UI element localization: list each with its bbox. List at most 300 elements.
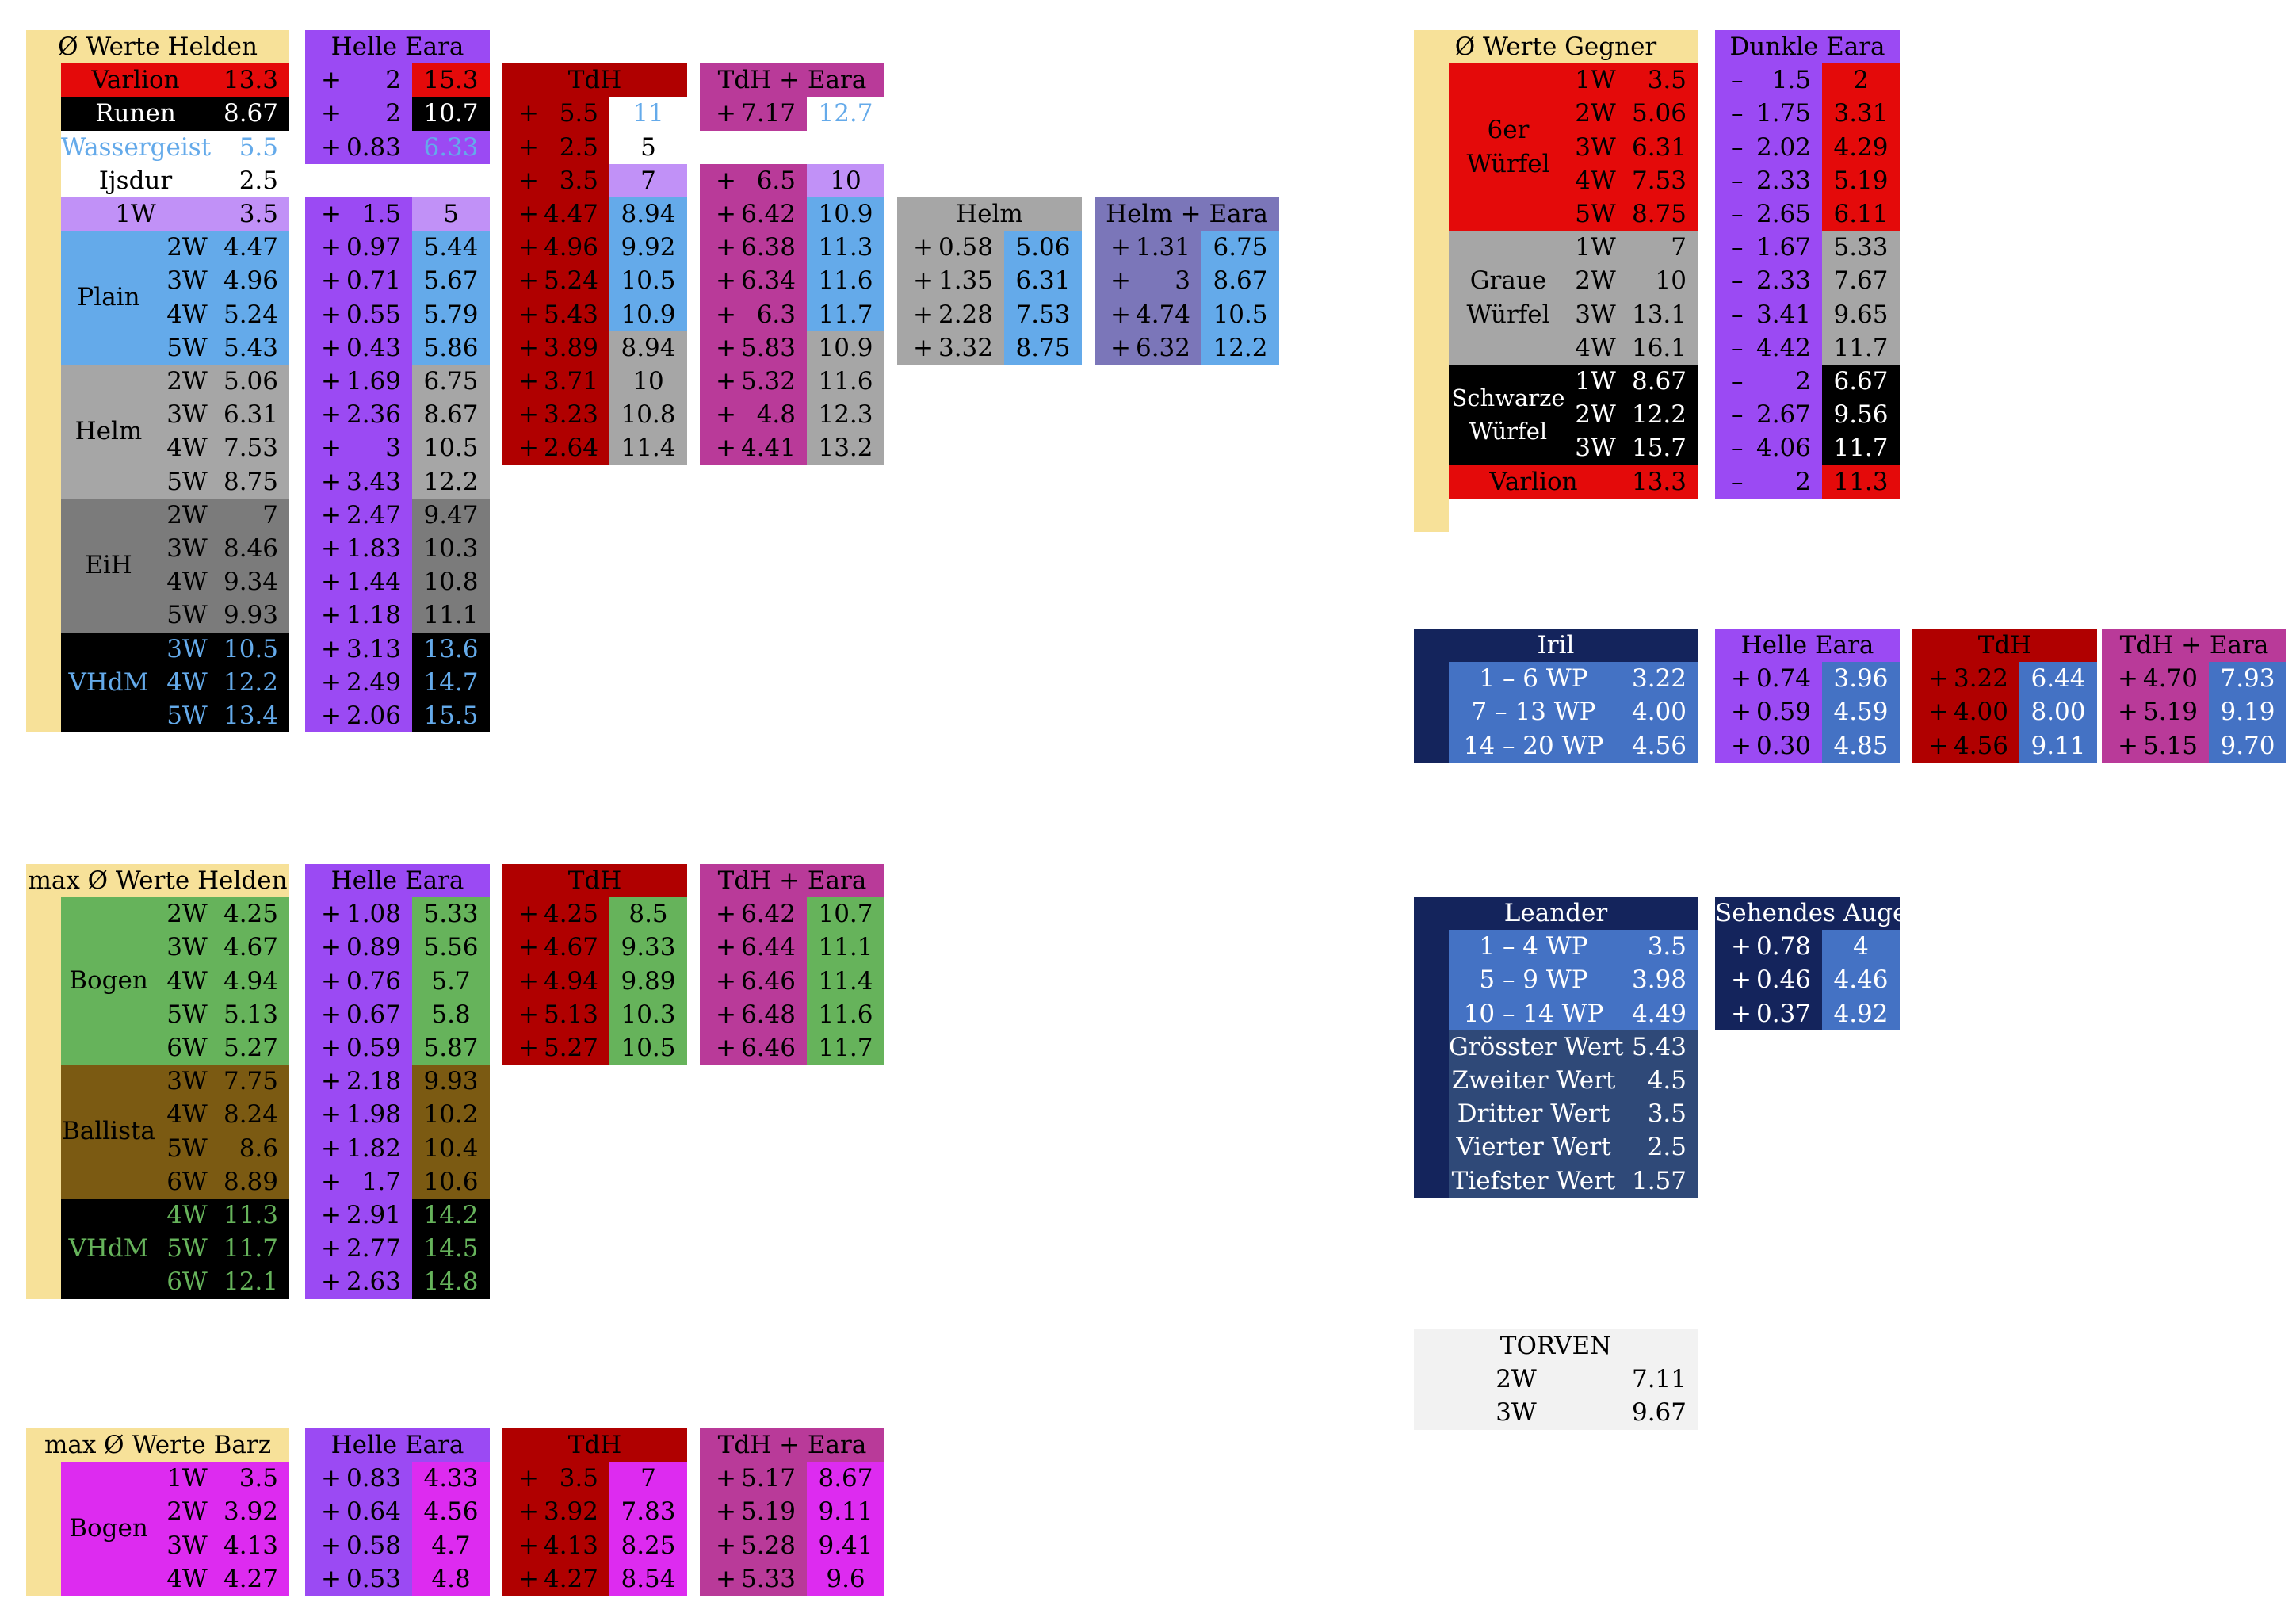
enemies-die: 2W	[1575, 99, 1616, 128]
heroes-helm-eara-sign: +	[1110, 300, 1131, 329]
heroes-die-value: 9.34	[223, 568, 278, 597]
heroes-tdh-delta: 3.71	[543, 367, 598, 396]
sehendes-auge-sign: +	[1731, 932, 1752, 962]
heroes-group-label: Helm	[74, 417, 143, 445]
heroes-helle-eara-delta: 2.49	[346, 667, 401, 697]
heroes-die: 4W	[166, 568, 208, 597]
heroes-tdh-eara-sign: +	[716, 400, 736, 430]
heroes-tdh-eara-delta: 4.41	[740, 434, 796, 463]
heroes-tdh-sign: +	[518, 99, 539, 128]
heroes-helm-delta: 3.32	[938, 333, 993, 362]
enemies-dunkle-eara-sign: –	[1731, 233, 1744, 262]
heroes-tdh-sign: +	[518, 200, 539, 228]
heroes-helle-eara-delta: 2	[385, 66, 401, 95]
enemies-dunkle-eara-delta: 3.41	[1755, 300, 1811, 329]
heroes-helle-eara-result: 5	[412, 197, 490, 231]
max-heroes-tdh-eara-sign: +	[716, 1034, 736, 1062]
max-heroes-tdh-eara-delta: 6.46	[740, 966, 796, 996]
barz-helle-eara-delta: 0.64	[346, 1497, 401, 1527]
max-heroes-helle-eara-sign: +	[321, 966, 342, 996]
barz-die: 4W	[166, 1564, 208, 1593]
max-heroes-tdh-sign: +	[518, 966, 539, 996]
max-heroes-die-value: 11.7	[223, 1234, 278, 1264]
max-heroes-die: 2W	[166, 900, 208, 929]
heroes-tdh-eara-sign: +	[716, 99, 736, 128]
heroes-helle-eara-sign: +	[321, 333, 342, 362]
heroes-helle-eara-result: 8.67	[412, 398, 490, 431]
iril-row-value: 4.56	[1631, 731, 1687, 760]
enemies-dunkle-eara-delta: 4.06	[1755, 434, 1811, 463]
iril-title: Iril	[1537, 631, 1575, 659]
heroes-tdh-sign: +	[518, 266, 539, 296]
max-heroes-side-bar	[26, 864, 61, 1299]
heroes-tdh-eara-sign: +	[716, 434, 736, 463]
heroes-helle-eara-delta: 2.47	[346, 500, 401, 530]
heroes-die-value: 7.53	[223, 434, 278, 463]
heroes-helm-delta: 2.28	[938, 300, 993, 329]
heroes-tdh-delta: 3.89	[543, 333, 598, 362]
enemies-die: 4W	[1575, 333, 1616, 362]
max-heroes-tdh-result: 9.33	[609, 931, 687, 964]
max-heroes-title: max Ø Werte Helden	[26, 864, 289, 897]
heroes-die: 5W	[166, 601, 208, 630]
enemies-dunkle-eara-delta: 2.67	[1755, 400, 1811, 430]
enemies-dunkle-eara-sign: –	[1731, 333, 1744, 362]
iril-row-value: 3.22	[1631, 664, 1687, 694]
max-heroes-helle-eara-result: 5.87	[412, 1031, 490, 1065]
heroes-helle-eara-sign: +	[321, 367, 342, 396]
enemies-dunkle-eara-delta: 1.75	[1755, 99, 1811, 128]
heroes-helm-eara-sign: +	[1110, 333, 1131, 362]
enemies-die: 3W	[1575, 132, 1616, 162]
max-heroes-helle-eara-delta: 0.76	[346, 966, 401, 996]
max-heroes-helle-eara-delta: 2.77	[346, 1234, 401, 1264]
heroes-helle-eara-delta: 0.71	[346, 266, 401, 296]
heroes-die-value: 8.46	[223, 534, 278, 563]
heroes-helm-sign: +	[913, 266, 934, 296]
max-heroes-helle-eara-result: 14.8	[412, 1265, 490, 1298]
heroes-die: 4W	[166, 300, 208, 329]
heroes-tdh-eara-delta: 5.32	[740, 367, 796, 396]
barz-group-label: Bogen	[69, 1514, 148, 1543]
iril-tdh-delta: 3.22	[1953, 664, 2008, 694]
heroes-tdh-eara-result: 13.2	[807, 431, 884, 465]
leander-rank-value: 1.57	[1631, 1166, 1687, 1195]
iril-tdh-sign: +	[1928, 731, 1949, 760]
heroes-row-label: Runen	[95, 99, 176, 128]
heroes-die-value: 5.24	[223, 300, 278, 329]
max-heroes-tdh-delta: 5.13	[543, 1000, 598, 1029]
max-heroes-tdh-result: 9.89	[609, 965, 687, 998]
heroes-tdh-eara-delta: 7.17	[740, 99, 796, 128]
barz-helle-eara-sign: +	[321, 1497, 342, 1527]
heroes-die: 2W	[166, 233, 208, 262]
torven-value: 7.11	[1631, 1365, 1687, 1394]
heroes-helm-sign: +	[913, 333, 934, 362]
iril-tdh-result: 8.00	[2019, 695, 2097, 728]
heroes-tdh-sign: +	[518, 132, 539, 162]
max-heroes-tdh-eara-result: 10.7	[807, 897, 884, 931]
barz-helle-eara-delta: 0.58	[346, 1531, 401, 1560]
iril-row-value: 4.00	[1631, 698, 1687, 727]
heroes-tdh-eara-result: 10.9	[807, 197, 884, 231]
heroes-die: 4W	[166, 434, 208, 463]
heroes-tdh-eara-result: 12.3	[807, 398, 884, 431]
enemies-die: 1W	[1575, 233, 1616, 262]
heroes-tdh-header: TdH	[502, 63, 687, 97]
iril-tdh-eara-sign: +	[2118, 731, 2138, 760]
barz-helle-eara-result: 4.56	[412, 1495, 490, 1528]
heroes-helle-eara-delta: 2.36	[346, 400, 401, 430]
heroes-die-value: 4.96	[223, 266, 278, 296]
leander-rank-value: 4.5	[1647, 1066, 1687, 1095]
max-heroes-helle-eara-delta: 0.59	[346, 1034, 401, 1062]
heroes-die: 3W	[166, 634, 208, 663]
enemies-die-value: 5.06	[1631, 99, 1687, 128]
heroes-tdh-eara-result: 11.3	[807, 231, 884, 264]
enemies-die: 2W	[1575, 266, 1616, 296]
heroes-tdh-eara-delta: 5.83	[740, 333, 796, 362]
enemies-dunkle-eara-header: Dunkle Eara	[1715, 30, 1900, 63]
enemies-die-value: 6.31	[1631, 132, 1687, 162]
enemies-dunkle-eara-sign: –	[1731, 132, 1744, 162]
max-heroes-tdh-eara-header: TdH + Eara	[700, 864, 884, 897]
heroes-tdh-result: 8.94	[609, 331, 687, 365]
iril-tdh-result: 6.44	[2019, 662, 2097, 695]
leander-rank-value: 3.5	[1647, 1099, 1687, 1129]
barz-tdh-delta: 3.92	[543, 1497, 598, 1527]
max-heroes-helle-eara-result: 5.8	[412, 998, 490, 1031]
heroes-tdh-delta: 4.96	[543, 233, 598, 262]
max-heroes-tdh-sign: +	[518, 900, 539, 929]
heroes-tdh-sign: +	[518, 367, 539, 396]
barz-helle-eara-sign: +	[321, 1564, 342, 1593]
heroes-helle-eara-sign: +	[321, 601, 342, 630]
max-heroes-die-value: 8.24	[223, 1100, 278, 1130]
heroes-helle-eara-delta: 1.18	[346, 601, 401, 630]
barz-helle-eara-sign: +	[321, 1464, 342, 1493]
max-heroes-tdh-eara-delta: 6.46	[740, 1034, 796, 1062]
enemies-die-value: 3.5	[1647, 66, 1687, 95]
heroes-tdh-result: 10	[609, 365, 687, 398]
max-heroes-die-value: 5.13	[223, 1000, 278, 1029]
heroes-tdh-eara-delta: 6.38	[740, 233, 796, 262]
enemies-dunkle-eara-result: 4.29	[1822, 131, 1900, 164]
leander-row-value: 3.98	[1631, 965, 1687, 995]
heroes-tdh-delta: 5.5	[559, 99, 598, 128]
heroes-helm-eara-result: 10.5	[1201, 298, 1279, 331]
max-heroes-helle-eara-result: 5.7	[412, 965, 490, 998]
barz-helle-eara-result: 4.33	[412, 1462, 490, 1495]
barz-tdh-delta: 4.27	[543, 1564, 598, 1593]
max-heroes-die-value: 12.1	[223, 1267, 278, 1297]
enemies-die-value: 10	[1655, 266, 1687, 296]
sehendes-auge-result: 4	[1822, 930, 1900, 963]
max-heroes-helle-eara-sign: +	[321, 1000, 342, 1029]
sehendes-auge-sign: +	[1731, 999, 1752, 1028]
max-heroes-die: 6W	[166, 1034, 208, 1062]
barz-tdh-delta: 3.5	[559, 1464, 598, 1493]
max-heroes-die: 5W	[166, 1134, 208, 1163]
heroes-helle-eara-result: 12.2	[412, 465, 490, 499]
max-heroes-helle-eara-sign: +	[321, 1100, 342, 1130]
enemies-die-value: 7	[1671, 233, 1687, 262]
max-heroes-helle-eara-sign: +	[321, 1201, 342, 1229]
max-heroes-die: 4W	[166, 1201, 208, 1229]
heroes-helle-eara-sign: +	[321, 434, 342, 463]
heroes-tdh-eara-result: 10.9	[807, 331, 884, 365]
heroes-tdh-eara-result: 10	[807, 164, 884, 197]
leander-rank-label: Zweiter Wert	[1451, 1066, 1616, 1095]
heroes-tdh-delta: 4.47	[543, 200, 598, 228]
barz-die: 3W	[166, 1531, 208, 1560]
barz-tdh-eara-result: 9.11	[807, 1495, 884, 1528]
heroes-die: 5W	[166, 333, 208, 362]
max-heroes-tdh-delta: 5.27	[543, 1034, 598, 1062]
heroes-tdh-result: 11	[609, 97, 687, 130]
max-heroes-tdh-delta: 4.25	[543, 900, 598, 929]
heroes-helle-eara-result: 5.67	[412, 264, 490, 297]
heroes-tdh-eara-sign: +	[716, 266, 736, 296]
heroes-tdh-eara-delta: 6.34	[740, 266, 796, 296]
iril-helle-eara-header: Helle Eara	[1715, 629, 1900, 662]
max-heroes-tdh-eara-sign: +	[716, 900, 736, 929]
heroes-helle-eara-result: 15.3	[412, 63, 490, 97]
barz-tdh-eara-sign: +	[716, 1464, 736, 1493]
barz-helle-eara-sign: +	[321, 1531, 342, 1560]
heroes-tdh-delta: 2.64	[543, 434, 598, 463]
leander-rank-value: 5.43	[1631, 1032, 1687, 1061]
heroes-helm-eara-result: 6.75	[1201, 231, 1279, 264]
heroes-helm-delta: 1.35	[938, 266, 993, 296]
enemies-dunkle-eara-result: 9.65	[1822, 298, 1900, 331]
heroes-group-label: VHdM	[68, 667, 149, 697]
heroes-helle-eara-result: 10.7	[412, 97, 490, 130]
max-heroes-helle-eara-delta: 1.82	[346, 1134, 401, 1163]
barz-tdh-result: 8.25	[609, 1529, 687, 1562]
enemies-title: Ø Werte Gegner	[1414, 30, 1698, 63]
max-heroes-helle-eara-delta: 2.63	[346, 1267, 401, 1297]
iril-tdh-sign: +	[1928, 664, 1949, 694]
iril-helle-eara-result: 3.96	[1822, 662, 1900, 695]
heroes-die-value: 13.4	[223, 702, 278, 730]
barz-helle-eara-result: 4.7	[412, 1529, 490, 1562]
heroes-helm-delta: 0.58	[938, 233, 993, 262]
heroes-tdh-result: 5	[609, 131, 687, 164]
barz-helle-eara-delta: 0.53	[346, 1564, 401, 1593]
max-heroes-die-value: 11.3	[223, 1201, 278, 1229]
heroes-tdh-result: 8.94	[609, 197, 687, 231]
barz-tdh-eara-delta: 5.28	[740, 1531, 796, 1560]
max-heroes-die: 4W	[166, 966, 208, 996]
barz-tdh-result: 7	[609, 1462, 687, 1495]
max-heroes-helle-eara-sign: +	[321, 1267, 342, 1297]
heroes-helle-eara-result: 10.3	[412, 532, 490, 565]
heroes-helm-sign: +	[913, 233, 934, 262]
enemies-dunkle-eara-sign: –	[1731, 367, 1744, 396]
enemies-dunkle-eara-sign: –	[1731, 266, 1744, 296]
heroes-helm-eara-delta: 4.74	[1135, 300, 1190, 329]
heroes-helle-eara-delta: 3.43	[346, 467, 401, 496]
max-heroes-helle-eara-delta: 0.89	[346, 933, 401, 962]
heroes-helle-eara-delta: 0.43	[346, 333, 401, 362]
iril-tdh-eara-delta: 4.70	[2142, 664, 2198, 694]
sehendes-auge-result: 4.92	[1822, 997, 1900, 1030]
max-heroes-tdh-eara-result: 11.7	[807, 1031, 884, 1065]
heroes-die: 2W	[166, 500, 208, 530]
heroes-die-value: 4.47	[223, 233, 278, 262]
heroes-tdh-sign: +	[518, 233, 539, 262]
heroes-tdh-eara-sign: +	[716, 333, 736, 362]
enemies-dunkle-eara-delta: 2	[1795, 367, 1811, 396]
heroes-helm-sign: +	[913, 300, 934, 329]
heroes-row-label: Varlion	[91, 66, 180, 95]
max-heroes-helle-eara-result: 5.33	[412, 897, 490, 931]
leander-rank-label: Vierter Wert	[1456, 1133, 1611, 1162]
heroes-helm-eara-delta: 3	[1175, 266, 1190, 296]
heroes-tdh-eara-sign: +	[716, 233, 736, 262]
max-heroes-helle-eara-sign: +	[321, 1234, 342, 1264]
heroes-helm-header: Helm	[897, 197, 1082, 231]
iril-tdh-result: 9.11	[2019, 729, 2097, 763]
max-heroes-helle-eara-sign: +	[321, 1034, 342, 1062]
sehendes-auge-header: Sehendes Auge	[1715, 897, 1900, 930]
enemies-dunkle-eara-sign: –	[1731, 66, 1744, 95]
heroes-helle-eara-sign: +	[321, 534, 342, 563]
heroes-helle-eara-delta: 3	[385, 434, 401, 463]
iril-tdh-eara-sign: +	[2118, 664, 2138, 694]
max-heroes-helle-eara-result: 10.2	[412, 1098, 490, 1131]
enemies-dunkle-eara-sign: –	[1731, 200, 1744, 228]
heroes-tdh-result: 7	[609, 164, 687, 197]
enemies-dunkle-eara-sign: –	[1731, 99, 1744, 128]
heroes-die: 5W	[166, 702, 208, 730]
heroes-helle-eara-sign: +	[321, 200, 342, 228]
heroes-tdh-eara-delta: 6.42	[740, 200, 796, 228]
enemies-dunkle-eara-result: 11.3	[1822, 465, 1900, 499]
heroes-helle-eara-result: 6.75	[412, 365, 490, 398]
heroes-row-label: Ijsdur	[98, 166, 173, 195]
max-heroes-die-value: 8.89	[223, 1167, 278, 1196]
max-heroes-die: 4W	[166, 1100, 208, 1130]
leander-title: Leander	[1503, 899, 1608, 927]
heroes-helle-eara-result: 5.79	[412, 298, 490, 331]
heroes-helle-eara-sign: +	[321, 132, 342, 162]
max-heroes-helle-eara-sign: +	[321, 1067, 342, 1096]
barz-die-value: 3.5	[239, 1464, 278, 1493]
heroes-tdh-sign: +	[518, 300, 539, 329]
heroes-tdh-result: 11.4	[609, 431, 687, 465]
heroes-tdh-delta: 3.5	[559, 166, 598, 195]
heroes-helle-eara-delta: 0.97	[346, 233, 401, 262]
enemies-die-value: 8.75	[1631, 200, 1687, 228]
heroes-die: 3W	[166, 266, 208, 296]
iril-row-label: 1 – 6 WP	[1479, 664, 1588, 694]
heroes-helle-eara-delta: 1.5	[361, 200, 401, 228]
heroes-helle-eara-delta: 2.06	[346, 702, 401, 730]
heroes-die-value: 9.93	[223, 601, 278, 630]
heroes-die: 5W	[166, 467, 208, 496]
heroes-row-value: 5.5	[239, 132, 278, 162]
max-heroes-tdh-sign: +	[518, 933, 539, 962]
enemies-dunkle-eara-delta: 2.02	[1755, 132, 1811, 162]
enemies-dunkle-eara-delta: 1.67	[1755, 233, 1811, 262]
max-heroes-helle-eara-result: 9.93	[412, 1065, 490, 1098]
heroes-helm-eara-delta: 1.31	[1135, 233, 1190, 262]
heroes-helle-eara-delta: 2	[385, 99, 401, 128]
torven-title: TORVEN	[1499, 1332, 1612, 1360]
max-heroes-tdh-eara-delta: 6.44	[740, 933, 796, 962]
heroes-helle-eara-result: 5.44	[412, 231, 490, 264]
heroes-helle-eara-sign: +	[321, 99, 342, 128]
heroes-helm-result: 7.53	[1004, 298, 1082, 331]
max-heroes-tdh-sign: +	[518, 1000, 539, 1029]
leander-rank-label: Tiefster Wert	[1451, 1166, 1616, 1195]
barz-die-value: 4.27	[223, 1564, 278, 1593]
heroes-helle-eara-delta: 0.83	[346, 132, 401, 162]
max-heroes-die: 3W	[166, 933, 208, 962]
barz-tdh-delta: 4.13	[543, 1531, 598, 1560]
max-heroes-tdh-eara-sign: +	[716, 1000, 736, 1029]
iril-helle-eara-delta: 0.59	[1755, 698, 1811, 727]
sehendes-auge-delta: 0.46	[1755, 965, 1811, 995]
heroes-group-label: EiH	[85, 550, 132, 579]
max-heroes-helle-eara-result: 10.6	[412, 1165, 490, 1199]
heroes-helm-eara-header: Helm + Eara	[1095, 197, 1279, 231]
max-heroes-tdh-header: TdH	[502, 864, 687, 897]
heroes-helm-result: 5.06	[1004, 231, 1082, 264]
iril-tdh-header: TdH	[1912, 629, 2097, 662]
max-heroes-helle-eara-delta: 1.7	[361, 1167, 401, 1196]
heroes-tdh-eara-header: TdH + Eara	[700, 63, 884, 97]
max-heroes-tdh-delta: 4.67	[543, 933, 598, 962]
enemies-die: 5W	[1575, 200, 1616, 228]
max-heroes-die-value: 4.67	[223, 933, 278, 962]
heroes-die-value: 5.06	[223, 367, 278, 396]
max-heroes-helle-eara-sign: +	[321, 1134, 342, 1163]
barz-tdh-sign: +	[518, 1497, 539, 1527]
heroes-title: Ø Werte Helden	[26, 30, 289, 63]
iril-tdh-eara-result: 9.19	[2209, 695, 2286, 728]
enemies-die: 4W	[1575, 166, 1616, 195]
sehendes-auge-delta: 0.37	[1755, 999, 1811, 1028]
enemies-dunkle-eara-result: 6.11	[1822, 197, 1900, 231]
heroes-tdh-eara-result: 11.7	[807, 298, 884, 331]
heroes-die-value: 7	[262, 500, 278, 530]
heroes-tdh-eara-sign: +	[716, 166, 736, 195]
heroes-helm-result: 6.31	[1004, 264, 1082, 297]
max-heroes-helle-eara-delta: 2.91	[346, 1201, 401, 1229]
enemies-die-value: 7.53	[1631, 166, 1687, 195]
max-heroes-die: 5W	[166, 1234, 208, 1264]
sehendes-auge-delta: 0.78	[1755, 932, 1811, 962]
heroes-helm-result: 8.75	[1004, 331, 1082, 365]
heroes-tdh-delta: 5.24	[543, 266, 598, 296]
enemies-dunkle-eara-sign: –	[1731, 300, 1744, 329]
iril-helle-eara-result: 4.59	[1822, 695, 1900, 728]
barz-tdh-eara-sign: +	[716, 1564, 736, 1593]
max-heroes-tdh-eara-sign: +	[716, 966, 736, 996]
heroes-tdh-eara-delta: 6.3	[756, 300, 796, 329]
enemies-dunkle-eara-result: 3.31	[1822, 97, 1900, 130]
max-heroes-tdh-result: 8.5	[609, 897, 687, 931]
enemies-die-value: 13.1	[1631, 300, 1687, 329]
barz-tdh-result: 8.54	[609, 1562, 687, 1596]
barz-tdh-result: 7.83	[609, 1495, 687, 1528]
enemies-die: 3W	[1575, 434, 1616, 463]
heroes-helm-eara-delta: 6.32	[1135, 333, 1190, 362]
heroes-tdh-eara-result: 12.7	[807, 97, 884, 130]
